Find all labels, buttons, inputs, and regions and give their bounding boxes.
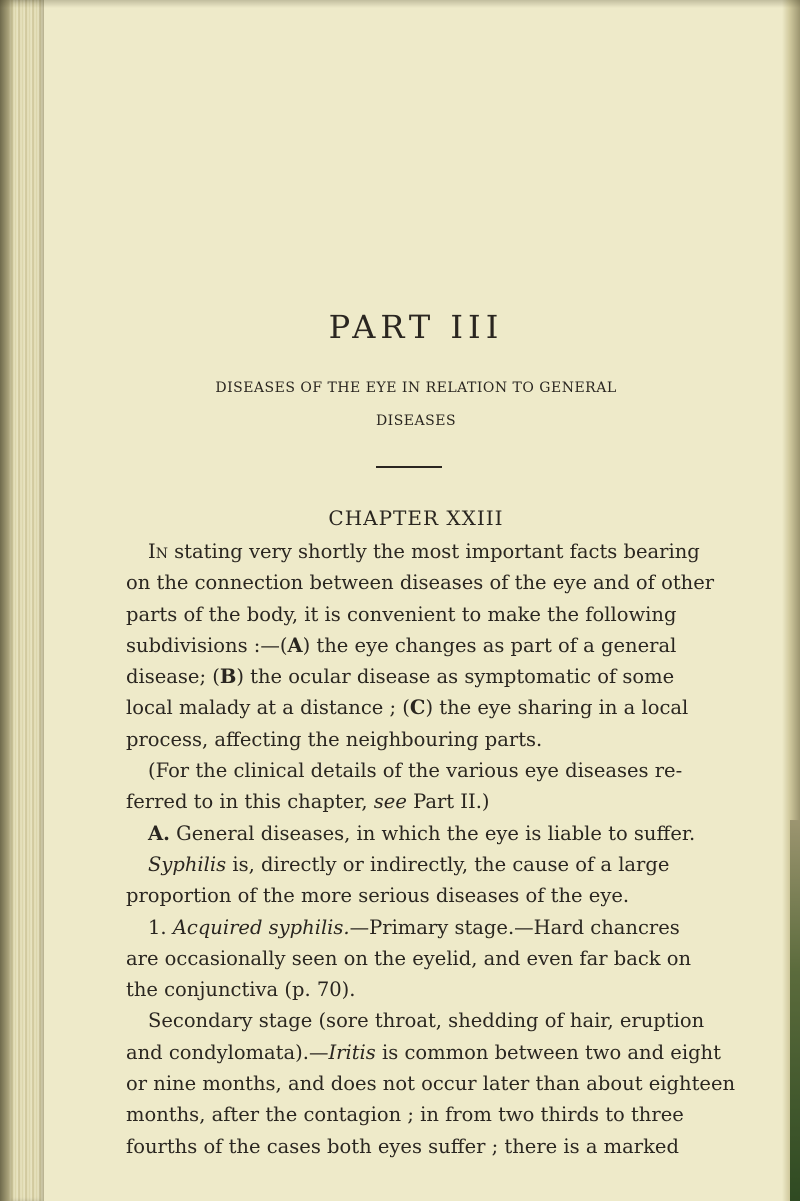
body-text-run: ) the eye changes as part of a general — [302, 633, 677, 657]
body-line: proportion of the more serious diseases of the eye. — [126, 884, 630, 908]
body-text-run: General diseases, in which the eye is liable to suffer. — [169, 821, 696, 845]
part-title: PART III — [328, 308, 504, 346]
section-divider-rule — [376, 466, 442, 468]
body-line: or nine months, and does not occur later than about eighteen — [126, 1072, 736, 1096]
part-subtitle-line-1: DISEASES OF THE EYE IN RELATION TO GENERAL — [215, 380, 617, 396]
body-text-run: A. — [148, 821, 170, 845]
body-text-run: C — [409, 696, 426, 720]
body-line: are occasionally seen on the eyelid, and even far back on — [126, 946, 692, 970]
book-page-edge-right — [782, 0, 800, 1201]
body-line — [126, 630, 766, 661]
body-text-run: Iritis — [328, 1040, 376, 1064]
body-text-run: disease; ( — [126, 665, 220, 689]
body-text-run: local malady at a distance ; ( — [126, 696, 410, 720]
chapter-body — [126, 536, 766, 1162]
body-text-run: Acquired syphilis. — [172, 915, 350, 939]
body-line: parts of the body, it is convenient to make the following — [126, 602, 677, 626]
body-line — [126, 849, 766, 880]
body-text-run: and condylomata).— — [126, 1040, 329, 1064]
body-line — [126, 661, 766, 692]
book-page-edges-left — [0, 0, 44, 1201]
part-subtitle-line-2: DISEASES — [375, 413, 457, 429]
body-text-run: subdivisions :—( — [126, 633, 288, 657]
body-line: the conjunctiva (p. 70). — [126, 978, 356, 1002]
body-text-run: —Primary stage.—Hard chancres — [349, 915, 680, 939]
body-line: months, after the contagion ; in from two thirds to three — [126, 1103, 684, 1127]
body-line — [126, 912, 766, 943]
body-text-run: Part II.) — [406, 790, 490, 814]
body-text-run: A — [287, 633, 303, 657]
body-text-run: see — [373, 790, 407, 814]
body-line — [126, 818, 766, 849]
body-line — [126, 786, 766, 817]
body-line: process, affecting the neighbouring parts. — [126, 727, 543, 751]
body-text-run: is common between two and eight — [375, 1040, 721, 1064]
body-line: (For the clinical details of the various eye diseases re- — [148, 759, 683, 783]
body-line — [126, 692, 766, 723]
page-top-shadow — [0, 0, 800, 8]
chapter-title: CHAPTER XXIII — [328, 506, 504, 530]
body-text-run: In — [148, 540, 168, 563]
body-text-run: 1. — [148, 915, 173, 939]
body-text-run: ferred to in this chapter, — [126, 790, 374, 814]
body-text-run: B — [219, 665, 237, 689]
body-line — [126, 1037, 766, 1068]
body-text-run: stating very shortly the most important facts bearing — [174, 540, 700, 563]
body-text-run: ) the ocular disease as symptomatic of some — [236, 665, 675, 689]
body-line — [126, 536, 766, 567]
part-subtitle — [126, 372, 706, 438]
body-line: Secondary stage (sore throat, shedding of hair, eruption — [148, 1009, 705, 1033]
body-line: on the connection between diseases of the eye and of other — [126, 571, 715, 595]
body-text-run: Syphilis — [148, 852, 227, 876]
body-line: fourths of the cases both eyes suffer ; there is a marked — [126, 1134, 679, 1158]
body-text-run: ) the eye sharing in a local — [425, 696, 689, 720]
body-text-run: is, directly or indirectly, the cause of a large — [226, 852, 670, 876]
